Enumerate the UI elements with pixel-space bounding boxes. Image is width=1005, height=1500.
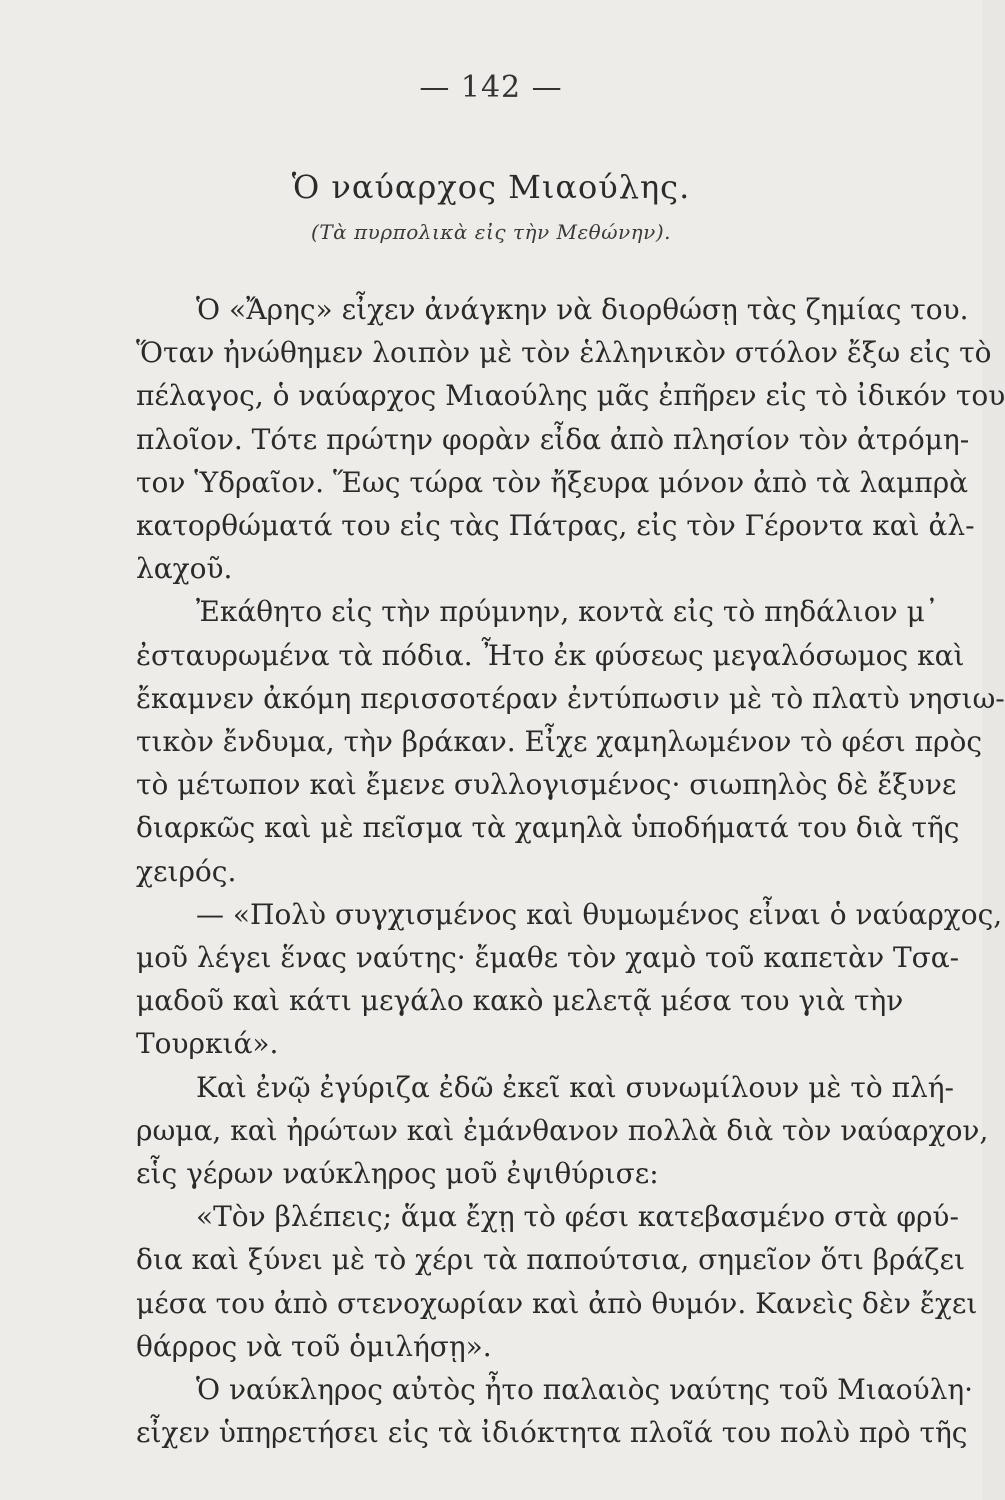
text-line: διαρκῶς καὶ μὲ πεῖσμα τὰ χαμηλὰ ὑποδήματά του διὰ τῆς xyxy=(136,811,960,845)
text-line: Καὶ ἐνῷ ἐγύριζα ἐδῶ ἐκεῖ καὶ συνωμίλουν μὲ τὸ πλή- xyxy=(196,1070,954,1104)
text-line: Ὅταν ἠνώθημεν λοιπὸν μὲ τὸν ἑλληνικὸν στόλον ἔξω εἰς τὸ xyxy=(136,336,992,370)
text-line: εἷς γέρων ναύκληρος μοῦ ἐψιθύρισε: xyxy=(136,1157,659,1191)
chapter-subtitle: (Τὰ πυρπολικὰ εἰς τὴν Μεθώνην). xyxy=(311,220,671,244)
page-number: — 142 — xyxy=(419,70,563,105)
text-line: «Τὸν βλέπεις; ἅμα ἔχῃ τὸ φέσι κατεβασμένο στὰ φρύ- xyxy=(196,1200,959,1234)
text-line: Τουρκιά». xyxy=(136,1027,279,1061)
text-line: μοῦ λέγει ἕνας ναύτης· ἔμαθε τὸν χαμὸ τοῦ καπετὰν Τσα- xyxy=(136,941,960,975)
chapter-title: Ὁ ναύαρχος Μιαούλης. xyxy=(291,168,691,206)
text-line: θάρρος νὰ τοῦ ὁμιλήσῃ». xyxy=(136,1329,492,1363)
text-line: μέσα του ἀπὸ στενοχωρίαν καὶ ἀπὸ θυμόν. Κανεὶς δὲν ἔχει xyxy=(136,1286,978,1320)
text-line: ἐσταυρωμένα τὰ πόδια. Ἦτο ἐκ φύσεως μεγαλόσωμος καὶ xyxy=(136,638,965,672)
text-line: τὸ μέτωπον καὶ ἔμενε συλλογισμένος· σιωπηλὸς δὲ ἔξυνε xyxy=(136,768,957,802)
text-line: πλοῖον. Τότε πρώτην φορὰν εἶδα ἀπὸ πλησίον τὸν ἀτρόμη- xyxy=(136,422,970,456)
text-line: τικὸν ἔνδυμα, τὴν βράκαν. Εἶχε χαμηλωμένον τὸ φέσι πρὸς xyxy=(136,725,983,759)
text-line: τον Ὑδραῖον. Ἕως τώρα τὸν ἤξευρα μόνον ἀπὸ τὰ λαμπρὰ xyxy=(136,465,969,499)
text-line: λαχοῦ. xyxy=(136,552,233,586)
text-line: — «Πολὺ συγχισμένος καὶ θυμωμένος εἶναι ὁ ναύαρχος, xyxy=(196,897,1003,931)
text-line: Ἐκάθητο εἰς τὴν πρύμνην, κοντὰ εἰς τὸ πηδάλιον μ᾽ xyxy=(196,595,939,629)
text-line: Ὁ «Ἄρης» εἶχεν ἀνάγκην νὰ διορθώσῃ τὰς ζημίας του. xyxy=(196,293,969,326)
text-line: δια καὶ ξύνει μὲ τὸ χέρι τὰ παπούτσια, σημεῖον ὅτι βράζει xyxy=(136,1243,965,1277)
body-text xyxy=(136,288,1005,1454)
text-line: ρωμα, καὶ ἠρώτων καὶ ἐμάνθανον πολλὰ διὰ τὸν ναύαρχον, xyxy=(136,1113,989,1147)
text-line: Ὁ ναύκληρος αὐτὸς ἦτο παλαιὸς ναύτης τοῦ Μιαούλη· xyxy=(196,1373,974,1407)
text-line: κατορθώματά του εἰς τὰς Πάτρας, εἰς τὸν Γέροντα καὶ ἀλ- xyxy=(136,509,975,543)
text-line: ἔκαμνεν ἀκόμη περισσοτέραν ἐντύπωσιν μὲ τὸ πλατὺ νησιω- xyxy=(136,681,1005,715)
text-line: εἶχεν ὑπηρετήσει εἰς τὰ ἰδιόκτητα πλοῖά του πολὺ πρὸ τῆς xyxy=(136,1416,968,1450)
text-line: πέλαγος, ὁ ναύαρχος Μιαούλης μᾶς ἐπῆρεν εἰς τὸ ἰδικόν του xyxy=(136,379,1005,413)
text-line: χειρός. xyxy=(136,854,237,888)
text-line: μαδοῦ καὶ κάτι μεγάλο κακὸ μελετᾷ μέσα του γιὰ τὴν xyxy=(136,984,904,1018)
